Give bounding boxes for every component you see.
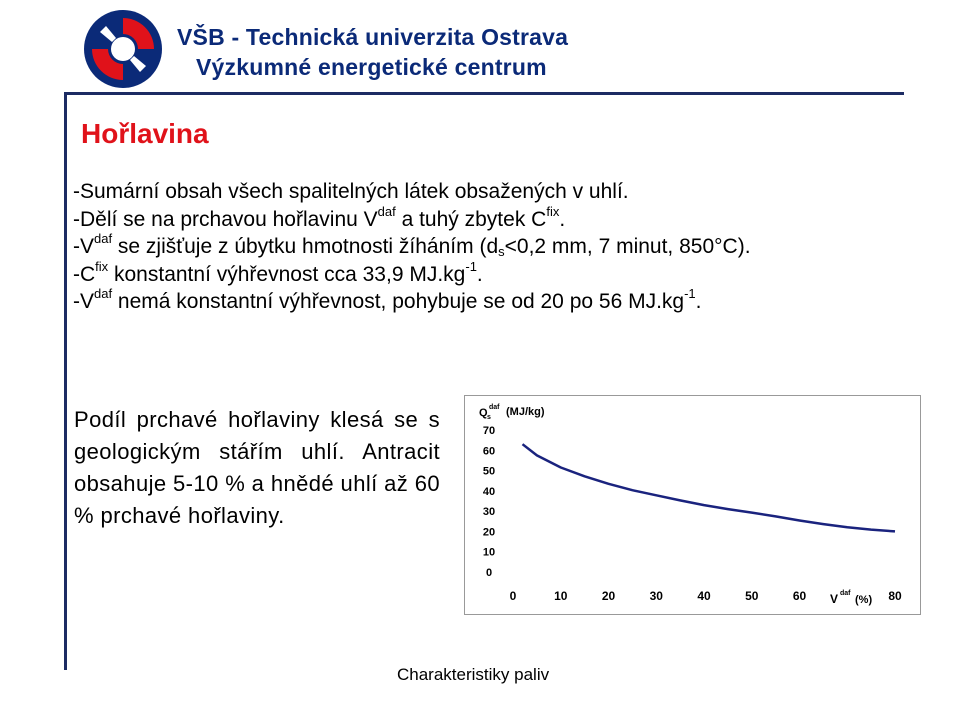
- header-divider: [64, 92, 904, 95]
- bullet-4: $-C^{fix}$ konstantní výhřevnost cca 33,9 $MJ.kg^{-1}$.: [73, 258, 483, 286]
- chart-svg: [465, 396, 920, 614]
- x-tick-label: 50: [745, 589, 759, 603]
- bullet-3: $-V^{daf}$ se zjišťuje z úbytku hmotnosti žíháním ($d_s<0,2$ mm, 7 minut, 850°C).: [73, 231, 751, 259]
- heating-value-chart: [464, 395, 921, 615]
- x-axis-label-sup: daf: [840, 590, 851, 597]
- y-tick-label: 60: [482, 445, 496, 458]
- x-tick-label: 20: [601, 589, 616, 603]
- bullet-5: $-V^{daf}$ nemá konstantní výhřevnost, pohybuje se od 20 po 56 $MJ.kg^{-1}$.: [73, 286, 702, 313]
- bullet-2: -Dělí se na prchavou hořlavinu $V^{daf}$ a tuhý zbytek $C^{fix}$.: [73, 203, 566, 231]
- y-axis-label-main: Q: [479, 407, 488, 419]
- x-tick-label: 0: [509, 589, 517, 603]
- y-axis-label-units: (MJ/kg): [506, 406, 545, 418]
- x-axis-label-main: V: [830, 592, 839, 606]
- y-tick-label: 10: [482, 546, 496, 559]
- bullet-list: [73, 178, 751, 316]
- x-tick-label: 40: [697, 589, 711, 603]
- y-tick-label: 0: [485, 567, 493, 579]
- x-axis-label-units: (%): [855, 594, 873, 606]
- x-tick-label: 10: [554, 589, 568, 603]
- y-axis-label-sub: s: [487, 414, 491, 421]
- bullet-1: -Sumární obsah všech spalitelných látek obsažených v uhlí.: [73, 180, 629, 203]
- dept-name: Výzkumné energetické centrum: [196, 54, 547, 80]
- vsb-logo-icon: [82, 8, 164, 90]
- left-divider: [64, 92, 67, 670]
- footer-text: Charakteristiky paliv: [397, 665, 550, 684]
- x-tick-label: 60: [792, 589, 807, 603]
- y-tick-label: 50: [482, 465, 496, 478]
- org-name: VŠB - Technická univerzita Ostrava: [177, 24, 569, 50]
- y-tick-label: 70: [482, 425, 496, 437]
- volatile-matter-paragraph: Podíl prchavé hořlaviny klesá se s geologickým stářím uhlí. Antracit obsahuje 5-10 % a hnědé uhlí až 60 % prchavé hořlaviny.: [74, 407, 440, 528]
- y-tick-label: 20: [482, 526, 496, 539]
- y-tick-label: 40: [482, 485, 496, 498]
- series-line: [523, 444, 896, 531]
- y-tick-label: 30: [482, 506, 496, 519]
- x-tick-label: 80: [888, 589, 902, 603]
- y-axis-label-sup: daf: [489, 404, 500, 411]
- x-tick-label: 30: [649, 589, 663, 603]
- slide-title: Hořlavina: [81, 118, 209, 149]
